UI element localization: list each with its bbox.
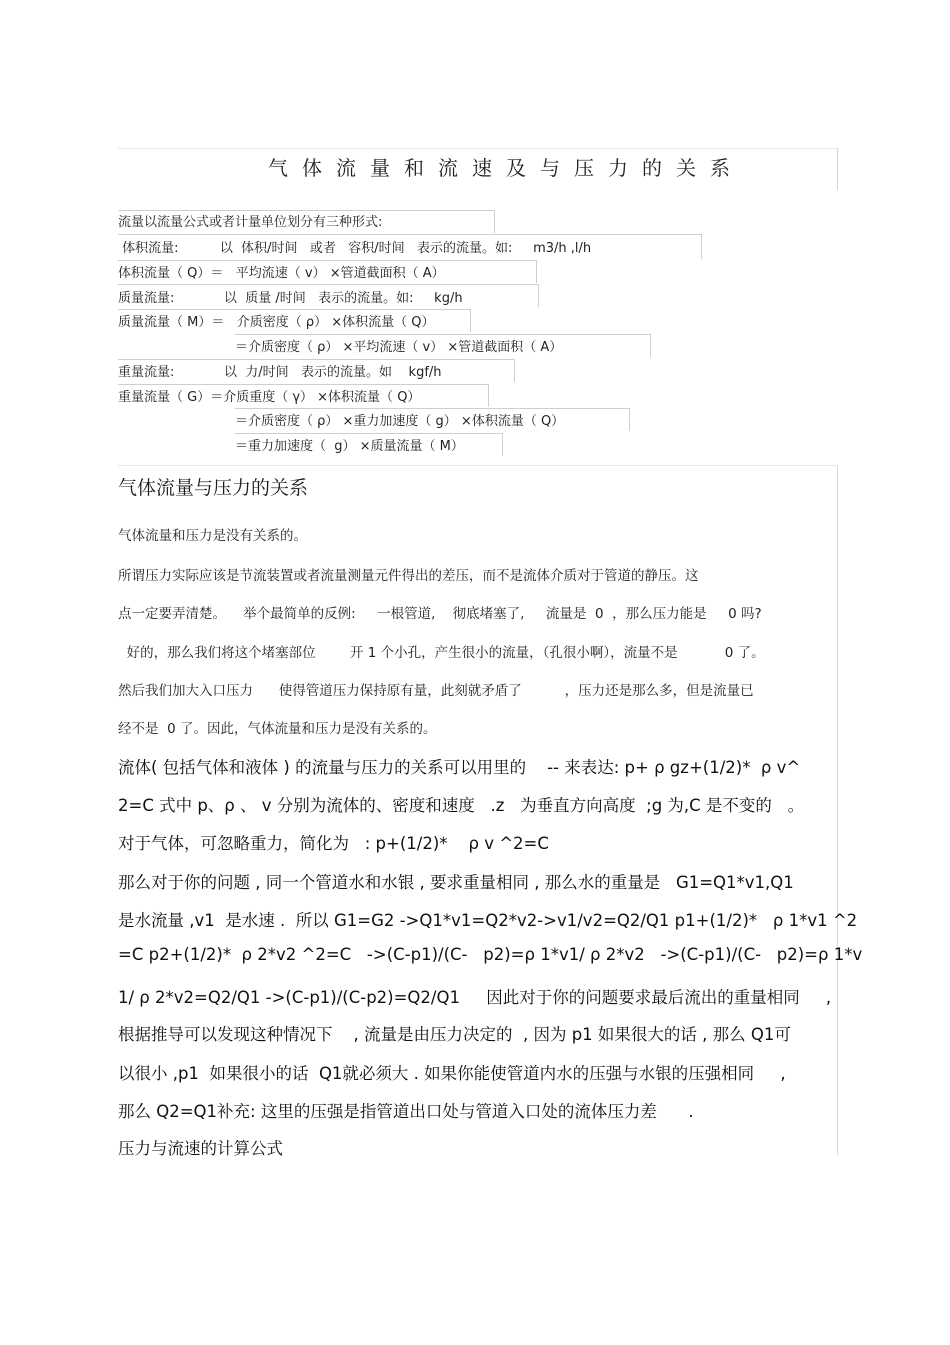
paragraph-line: 对于气体，可忽略重力，简化为 : p+(1/2)* ρ v ^2=C <box>118 834 549 853</box>
page-title: 气体流量和流速及与压力的关系 <box>268 156 744 180</box>
paragraph-line: 然后我们加大入口压力 使得管道压力保持原有量，此刻就矛盾了 ，压力还是那么多，但是流量已 <box>118 683 754 699</box>
paragraph-line: 那么 Q2=Q1补充: 这里的压强是指管道出口处与管道入口处的流体压力差 . <box>118 1102 694 1121</box>
def-line: 体积流量: 以 体积/时间 或者 容积/时间 表示的流量。如: m3/h ,l/h <box>118 241 592 256</box>
paragraph-line: 以很小 ,p1 如果很小的话 Q1就必须大 . 如果你能使管道内水的压强与水银的压强相同 , <box>118 1064 786 1083</box>
def-line: ＝介质密度（ ρ） ×平均流速（ v） ×管道截面积（ A） <box>235 340 563 355</box>
def-line: ＝重力加速度（ g） ×质量流量（ M） <box>235 439 464 454</box>
paragraph-line: 点一定要弄清楚。 举个最简单的反例: 一根管道, 彻底堵塞了, 流量是 0 ，那么压力能是 0 吗? <box>118 606 762 622</box>
paragraph-line: 经不是 0 了。因此，气体流量和压力是没有关系的。 <box>118 721 437 737</box>
paragraph-line: 根据推导可以发现这种情况下 , 流量是由压力决定的 , 因为 p1 如果很大的话 , 那么 Q1可 <box>118 1025 791 1044</box>
paragraph-line: 所谓压力实际应该是节流装置或者流量测量元件得出的差压，而不是流体介质对于管道的静压。这 <box>118 568 699 584</box>
paragraph-line: 好的，那么我们将这个堵塞部位 开 1 个小孔，产生很小的流量，（孔很小啊），流量不是 0 了。 <box>118 645 765 661</box>
section-rule <box>118 465 838 466</box>
section-heading: 气体流量与压力的关系 <box>118 477 309 499</box>
def-line: 重量流量（ G）＝介质重度（ γ） ×体积流量（ Q） <box>118 390 421 405</box>
title-rule <box>118 148 838 149</box>
paragraph-line: 2=C 式中 p、ρ 、 v 分别为流体的、密度和速度 .z 为垂直方向高度 ;g 为,C 是不变的 。 <box>118 796 805 815</box>
def-line: 流量以流量公式或者计量单位划分有三种形式: <box>118 215 383 230</box>
def-line: 重量流量: 以 力/时间 表示的流量。如 kgf/h <box>118 365 442 380</box>
body-right-rule <box>837 465 838 1155</box>
paragraph-line: 那么对于你的问题 , 同一个管道水和水银 , 要求重量相同 , 那么水的重量是 G1=Q1*v1,Q1 <box>118 873 794 892</box>
def-line: 质量流量（ M）＝ 介质密度（ ρ） ×体积流量（ Q） <box>118 315 435 330</box>
def-line: 体积流量（ Q）＝ 平均流速（ v） ×管道截面积（ A） <box>118 266 445 281</box>
paragraph-line: 流体( 包括气体和液体 ) 的流量与压力的关系可以用里的 -- 来表达: p+ ρ gz+(1/2)* ρ v^ <box>118 758 801 777</box>
paragraph-line: 气体流量和压力是没有关系的。 <box>118 528 307 544</box>
title-vrule <box>837 148 838 190</box>
def-line: 质量流量: 以 质量 /时间 表示的流量。如: kg/h <box>118 291 463 306</box>
paragraph-line: 1/ ρ 2*v2=Q2/Q1 ->(C-p1)/(C-p2)=Q2/Q1 因此对于你的问题要求最后流出的重量相同 , <box>118 988 832 1007</box>
footer-heading: 压力与流速的计算公式 <box>118 1139 283 1158</box>
paragraph-line: =C p2+(1/2)* ρ 2*v2 ^2=C ->(C-p1)/(C- p2)=ρ 1*v1/ ρ 2*v2 ->(C-p1)/(C- p2)=ρ 1*v <box>118 945 863 964</box>
def-line: ＝介质密度（ ρ） ×重力加速度（ g） ×体积流量（ Q） <box>235 414 565 429</box>
paragraph-line: 是水流量 ,v1 是水速 . 所以 G1=G2 ->Q1*v1=Q2*v2->v1/v2=Q2/Q1 p1+(1/2)* ρ 1*v1 ^2 <box>118 911 858 930</box>
